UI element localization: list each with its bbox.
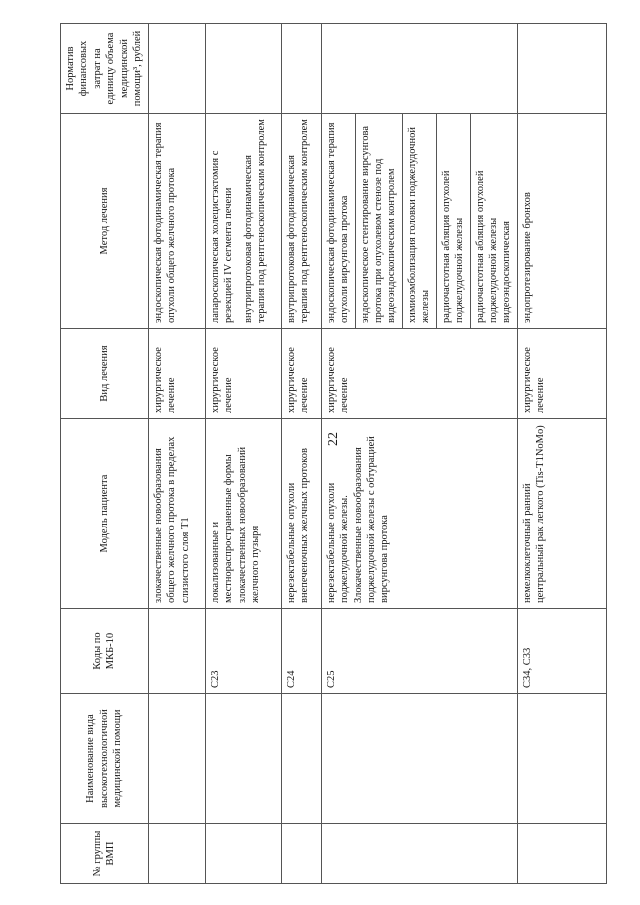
cell-model: немелкоклеточный ранний центральный рак легкого (Tis-T1NoMo)	[517, 419, 606, 609]
cell-model: нерезектабельные опухоли поджелудочной железы. Злокачественные новообразования поджелудочной железы с обтурацией вирсунгова протока	[321, 419, 517, 609]
cell-norm	[281, 24, 321, 114]
cell-norm	[517, 24, 606, 114]
cell-method: внутрипротоковая фотодинамическая терапия под рентгеноскопическим контролем	[281, 114, 321, 329]
cell-name	[321, 694, 517, 824]
method-item: эндоскопическая фотодинамическая терапия опухоли вирсунгова протока	[325, 122, 351, 323]
method-item: химиоэмболизация головки поджелудочной железы	[402, 114, 433, 328]
cell-codes	[148, 609, 205, 694]
cell-group	[148, 824, 205, 884]
table-row	[517, 24, 606, 884]
method-item: лапароскопическая холецистэктомия с резекцией IV сегмента печени	[209, 150, 235, 323]
cell-model: локализованные и местнораспространенные формы злокачественных новообразований желчного пузыря	[205, 419, 281, 609]
cell-norm	[321, 24, 517, 114]
header-method: Метод лечения	[61, 114, 149, 329]
cell-norm	[205, 24, 281, 114]
cell-name	[281, 694, 321, 824]
cell-group	[321, 824, 517, 884]
header-model: Модель пациента	[61, 419, 149, 609]
cell-group	[517, 824, 606, 884]
method-item: эндоскопическое стентирование вирсунгова протока при опухолевом стенозе под видеоэндоскопическим контролем	[355, 114, 399, 328]
cell-model: нерезектабельные опухоли внепеченочных желчных протоков	[281, 419, 321, 609]
cell-method	[148, 114, 205, 329]
table-header-row	[61, 24, 149, 884]
table-row	[281, 24, 321, 884]
cell-treatment-type: хирургическое лечение	[205, 329, 281, 419]
table-row	[148, 24, 205, 884]
cell-codes: C23	[205, 609, 281, 694]
table-row	[321, 24, 517, 884]
header-treatment-type: Вид лечения	[61, 329, 149, 419]
cell-group	[205, 824, 281, 884]
cell-method	[321, 114, 517, 329]
method-item: радиочастотная абляция опухолей поджелудочной железы видеоэндоскопическая	[470, 114, 514, 328]
table-row	[205, 24, 281, 884]
header-norm: Норматив финансовых затрат на единицу объема медицинской помощи³, рублей	[61, 24, 149, 114]
cell-codes: C34, C33	[517, 609, 606, 694]
cell-treatment-type: хирургическое лечение	[517, 329, 606, 419]
method-item: радиочастотная абляция опухолей поджелудочной железы	[436, 114, 467, 328]
cell-name	[205, 694, 281, 824]
cell-treatment-type: хирургическое лечение	[148, 329, 205, 419]
header-codes: Коды по МКБ-10	[61, 609, 149, 694]
cell-treatment-type: хирургическое лечение	[281, 329, 321, 419]
cell-codes: C25	[321, 609, 517, 694]
cell-norm	[148, 24, 205, 114]
medical-care-table	[60, 23, 607, 884]
cell-codes: C24	[281, 609, 321, 694]
cell-group	[281, 824, 321, 884]
header-name: Наименование вида высокотехнологичной медицинской помощи	[61, 694, 149, 824]
cell-treatment-type: хирургическое лечение	[321, 329, 517, 419]
cell-model: злокачественные новообразования общего желчного протока в пределах слизистого слоя T1	[148, 419, 205, 609]
cell-name	[517, 694, 606, 824]
cell-name	[148, 694, 205, 824]
header-group: № группы ВМП	[61, 824, 149, 884]
method-item: эндоскопическая фотодинамическая терапия опухоли общего желчного протока	[152, 122, 178, 323]
method-item: внутрипротоковая фотодинамическая терапия под рентгеноскопическим контролем	[242, 119, 267, 323]
cell-method: эндопротезирование бронхов	[517, 114, 606, 329]
page-number: 22	[326, 432, 341, 446]
cell-method	[205, 114, 281, 329]
